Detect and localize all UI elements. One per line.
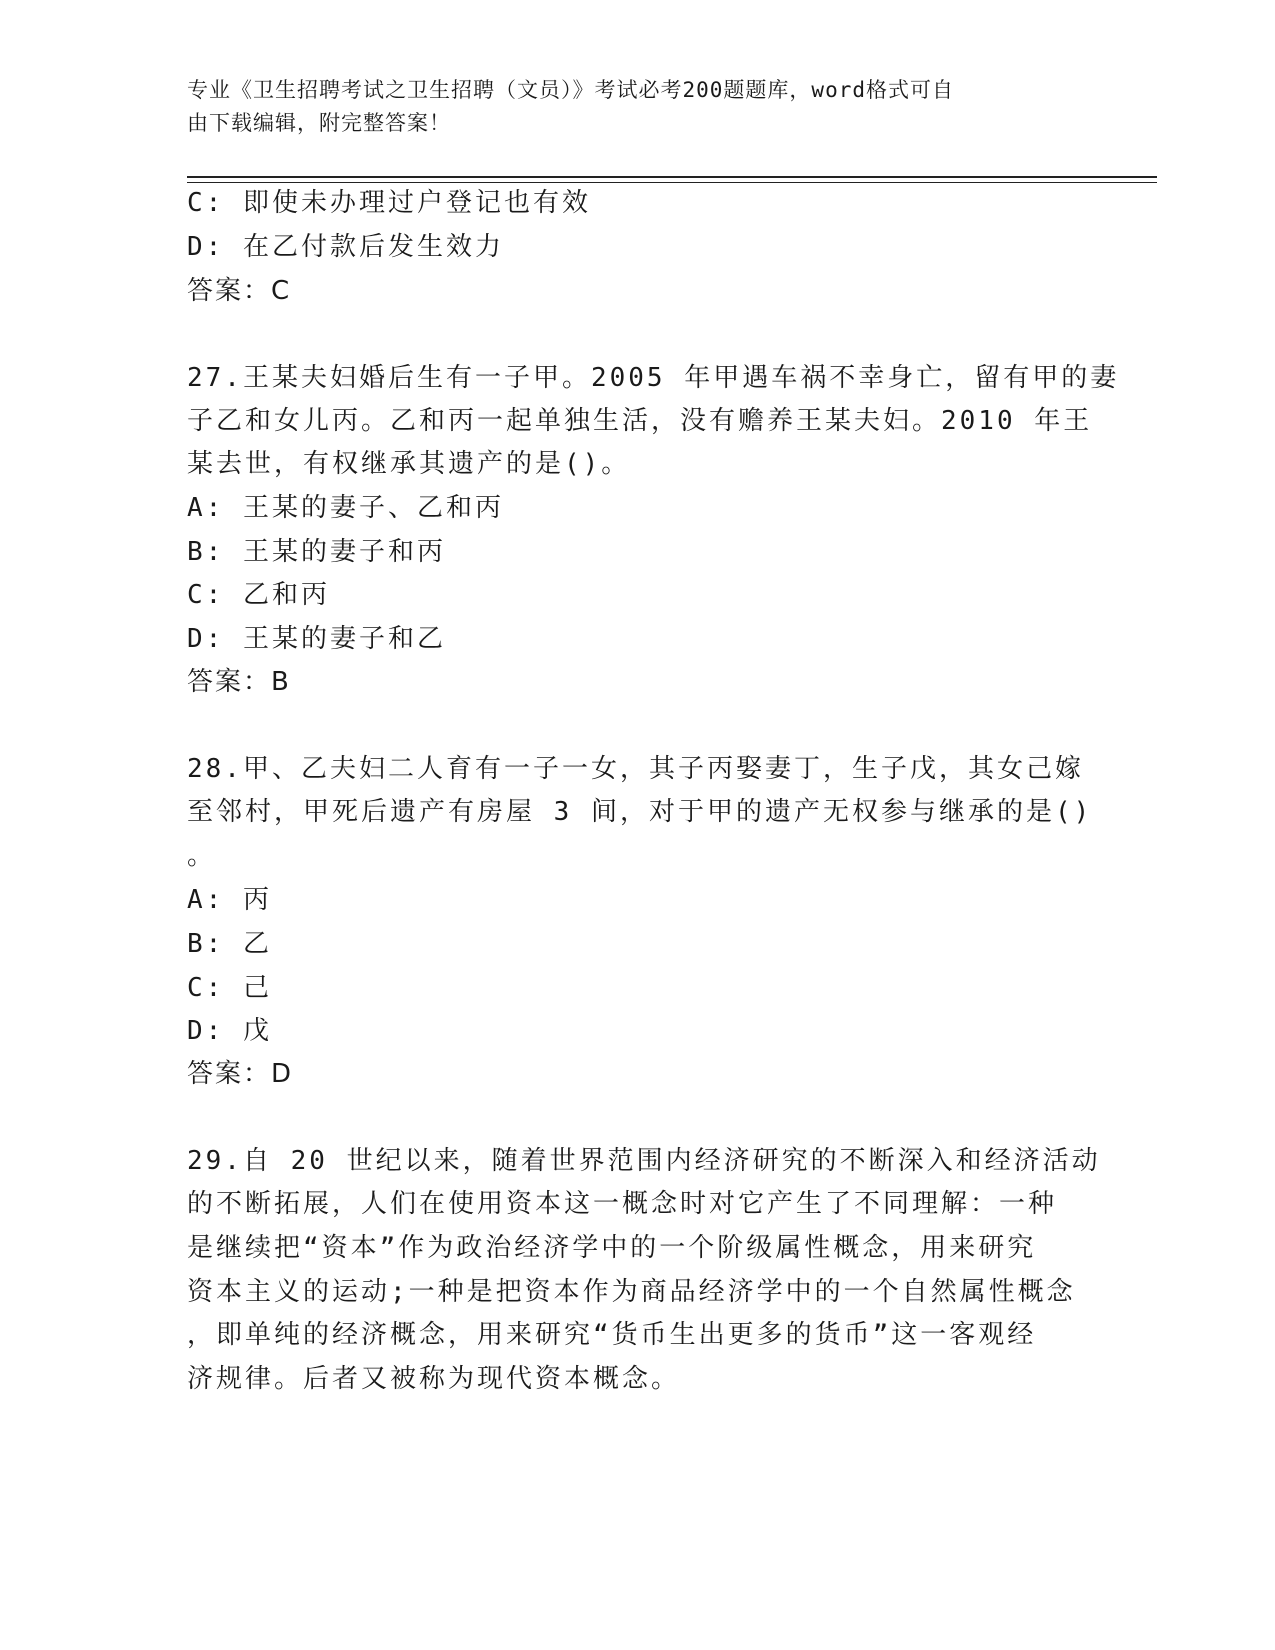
header-line: 由下载编辑，附完整答案！	[187, 111, 451, 135]
q26-option-c: C: 即使未办理过户登记也有效	[187, 188, 591, 218]
header-line: 专业《卫生招聘考试之卫生招聘（文员）》考试必考200题题库，word格式可自	[187, 78, 954, 102]
header-divider-thick	[187, 176, 1157, 178]
q28-stem-line: 至邻村，甲死后遗产有房屋 3 间，对于甲的遗产无权参与继承的是()	[187, 797, 1093, 827]
q28-answer: 答案：D	[187, 1059, 294, 1089]
q29-stem-line: 29.自 20 世纪以来，随着世界范围内经济研究的不断深入和经济活动	[187, 1146, 1101, 1176]
q28-option-c: C: 己	[187, 973, 272, 1003]
q29-stem-line: ，即单纯的经济概念，用来研究“货币生出更多的货币”这一客观经	[187, 1320, 1037, 1350]
q27-option-a: A: 王某的妻子、乙和丙	[187, 493, 504, 523]
q28-option-b: B: 乙	[187, 929, 272, 959]
q27-option-c: C: 乙和丙	[187, 580, 330, 610]
q27-stem-line: 某去世，有权继承其遗产的是()。	[187, 449, 631, 479]
q26-answer: 答案：C	[187, 276, 292, 306]
page-header	[187, 74, 1067, 140]
q27-option-b: B: 王某的妻子和丙	[187, 537, 446, 567]
q28-stem-line: 。	[187, 841, 217, 871]
q28-option-a: A: 丙	[187, 885, 272, 915]
q28-stem-line: 28.甲、乙夫妇二人育有一子一女，其子丙娶妻丁，生子戊，其女己嫁	[187, 754, 1084, 784]
q27-stem-line: 27.王某夫妇婚后生有一子甲。2005 年甲遇车祸不幸身亡，留有甲的妻	[187, 363, 1120, 393]
q29-stem-line: 是继续把“资本”作为政治经济学中的一个阶级属性概念，用来研究	[187, 1233, 1037, 1263]
q28-option-d: D: 戊	[187, 1016, 272, 1046]
q27-option-d: D: 王某的妻子和乙	[187, 624, 446, 654]
q29-stem-line: 资本主义的运动;一种是把资本作为商品经济学中的一个自然属性概念	[187, 1277, 1076, 1307]
q29-stem-line: 的不断拓展，人们在使用资本这一概念时对它产生了不同理解：一种	[187, 1189, 1058, 1219]
q29-stem-line: 济规律。后者又被称为现代资本概念。	[187, 1364, 681, 1394]
document-page	[187, 0, 1157, 1650]
q27-stem-line: 子乙和女儿丙。乙和丙一起单独生活，没有赡养王某夫妇。2010 年王	[187, 406, 1093, 436]
q27-answer: 答案：B	[187, 667, 291, 697]
q26-option-d: D: 在乙付款后发生效力	[187, 232, 504, 262]
